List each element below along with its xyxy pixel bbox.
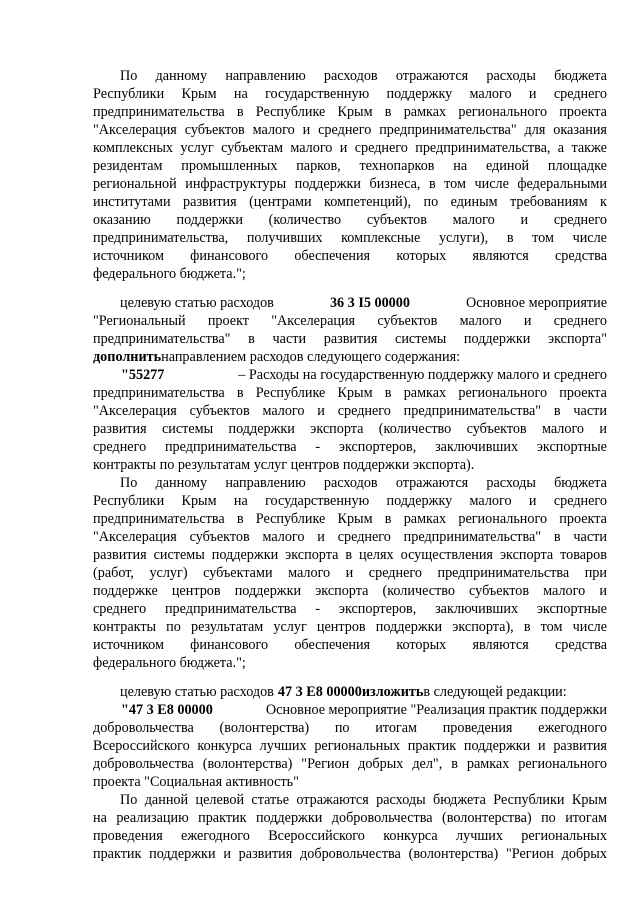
- paragraph-3-line: "Акселерация субъектов малого и среднего предпринимательства" в части: [93, 403, 607, 419]
- paragraph-4-line: развития системы поддержки экспорта в целях осуществления экспорта товаров: [93, 547, 607, 563]
- paragraph-6-line: добровольчества (волонтерства) "Регион добрых дел", в рамках регионального: [93, 756, 607, 772]
- paragraph-3-line: [121, 366, 607, 384]
- paragraph-1-line: источником финансового обеспечения которых являются средства: [93, 248, 607, 264]
- p6-text: Основное мероприятие "Реализация практик поддержки: [265, 702, 607, 718]
- paragraph-1-line: федерального бюджета.";: [93, 266, 246, 282]
- paragraph-4-line: среднего предпринимательства - экспортеров, заключивших экспортные: [93, 601, 607, 617]
- paragraph-7-line: По данной целевой статье отражаются расходы бюджета Республики Крым: [120, 792, 607, 808]
- p5-action-text: в следующей редакции:: [423, 684, 567, 700]
- paragraph-3-line: среднего предпринимательства - экспортеров, заключивших экспортные: [93, 439, 607, 455]
- paragraph-4-line: федерального бюджета.";: [93, 655, 246, 671]
- paragraph-4-line: По данному направлению расходов отражаются расходы бюджета: [120, 475, 607, 491]
- paragraph-2-line: "Региональный проект "Акселерация субъектов малого и среднего: [93, 313, 607, 329]
- paragraph-4-line: "Акселерация субъектов малого и среднего предпринимательства" в части: [93, 529, 607, 545]
- p5-action: изложить: [361, 684, 424, 700]
- p2-target-title: Основное мероприятие: [466, 295, 607, 311]
- p3-text: – Расходы на государственную поддержку малого и среднего: [238, 367, 607, 383]
- paragraph-4-line: предпринимательства в Республике Крым в рамках регионального проекта: [93, 511, 607, 527]
- paragraph-1-line: региональной инфраструктуры поддержки бизнеса, в том числе федеральными: [93, 176, 607, 192]
- paragraph-1-line: оказанию поддержки (количество субъектов малого и среднего: [93, 212, 607, 228]
- paragraph-6-line: добровольчества (волонтерства) по итогам проведения ежегодного: [93, 720, 607, 736]
- paragraph-1-line: комплексных услуг субъектам малого и среднего предпринимательства, а также: [93, 140, 607, 156]
- paragraph-6-line: Всероссийского конкурса лучших региональных практик поддержки и развития: [93, 738, 607, 754]
- paragraph-1-line: По данному направлению расходов отражаются расходы бюджета: [120, 68, 607, 84]
- paragraph-1-line: резидентам промышленных парков, технопарков на единой площадке: [93, 158, 607, 174]
- p5-target-label: целевую статью расходов: [120, 684, 274, 700]
- p2-target-label: целевую статью расходов: [120, 295, 274, 311]
- paragraph-4-line: (работ, услуг) субъектами малого и среднего предпринимательства при: [93, 565, 607, 581]
- p2-action: дополнить: [93, 349, 162, 365]
- p6-code: "47 3 E8 00000: [121, 702, 213, 718]
- paragraph-2-line: [120, 294, 607, 312]
- paragraph-4-line: Республики Крым на государственную поддержку малого и среднего: [93, 493, 607, 509]
- paragraph-4-line: поддержке центров поддержки экспорта (количество субъектов малого и: [93, 583, 607, 599]
- paragraph-7-line: на реализацию практик поддержки добровольчества (волонтерства) по итогам: [93, 810, 607, 826]
- paragraph-7-line: проведения ежегодного Всероссийского конкурса лучших региональных: [93, 828, 607, 844]
- p2-target-code: 36 3 I5 00000: [329, 295, 410, 311]
- paragraph-5-line: [120, 683, 607, 701]
- paragraph-6-line: проекта "Социальная активность": [93, 774, 299, 790]
- paragraph-2-line: [93, 348, 607, 366]
- paragraph-1-line: предпринимательства в Республике Крым в рамках регионального проекта: [93, 104, 607, 120]
- paragraph-4-line: контракты по результатам услуг центров поддержки экспорта), в том числе: [93, 619, 607, 635]
- paragraph-3-line: предпринимательства в Республике Крым в рамках регионального проекта: [93, 385, 607, 401]
- p5-target-code: 47 3 E8 00000: [277, 684, 362, 700]
- paragraph-7-line: практик поддержки и развития добровольчества (волонтерства) "Регион добрых: [93, 846, 607, 862]
- paragraph-1-line: "Акселерация субъектов малого и среднего предпринимательства" для оказания: [93, 122, 607, 138]
- paragraph-1-line: предпринимательства, получивших комплексные услуги), в том числе: [93, 230, 607, 246]
- paragraph-3-line: развития системы поддержки экспорта (количество субъектов малого и: [93, 421, 607, 437]
- paragraph-2-line: предпринимательства" в части развития системы поддержки экспорта": [93, 331, 607, 347]
- paragraph-3-line: контракты по результатам услуг центров поддержки экспорта).: [93, 457, 475, 473]
- p2-action-text: направлением расходов следующего содержания:: [161, 349, 461, 365]
- paragraph-1-line: институтами развития (центрами компетенций), по единым требованиям к: [93, 194, 607, 210]
- paragraph-6-line: [121, 701, 607, 719]
- paragraph-1-line: Республики Крым на государственную поддержку малого и среднего: [93, 86, 607, 102]
- paragraph-4-line: источником финансового обеспечения которых являются средства: [93, 637, 607, 653]
- p3-code: "55277: [121, 367, 165, 383]
